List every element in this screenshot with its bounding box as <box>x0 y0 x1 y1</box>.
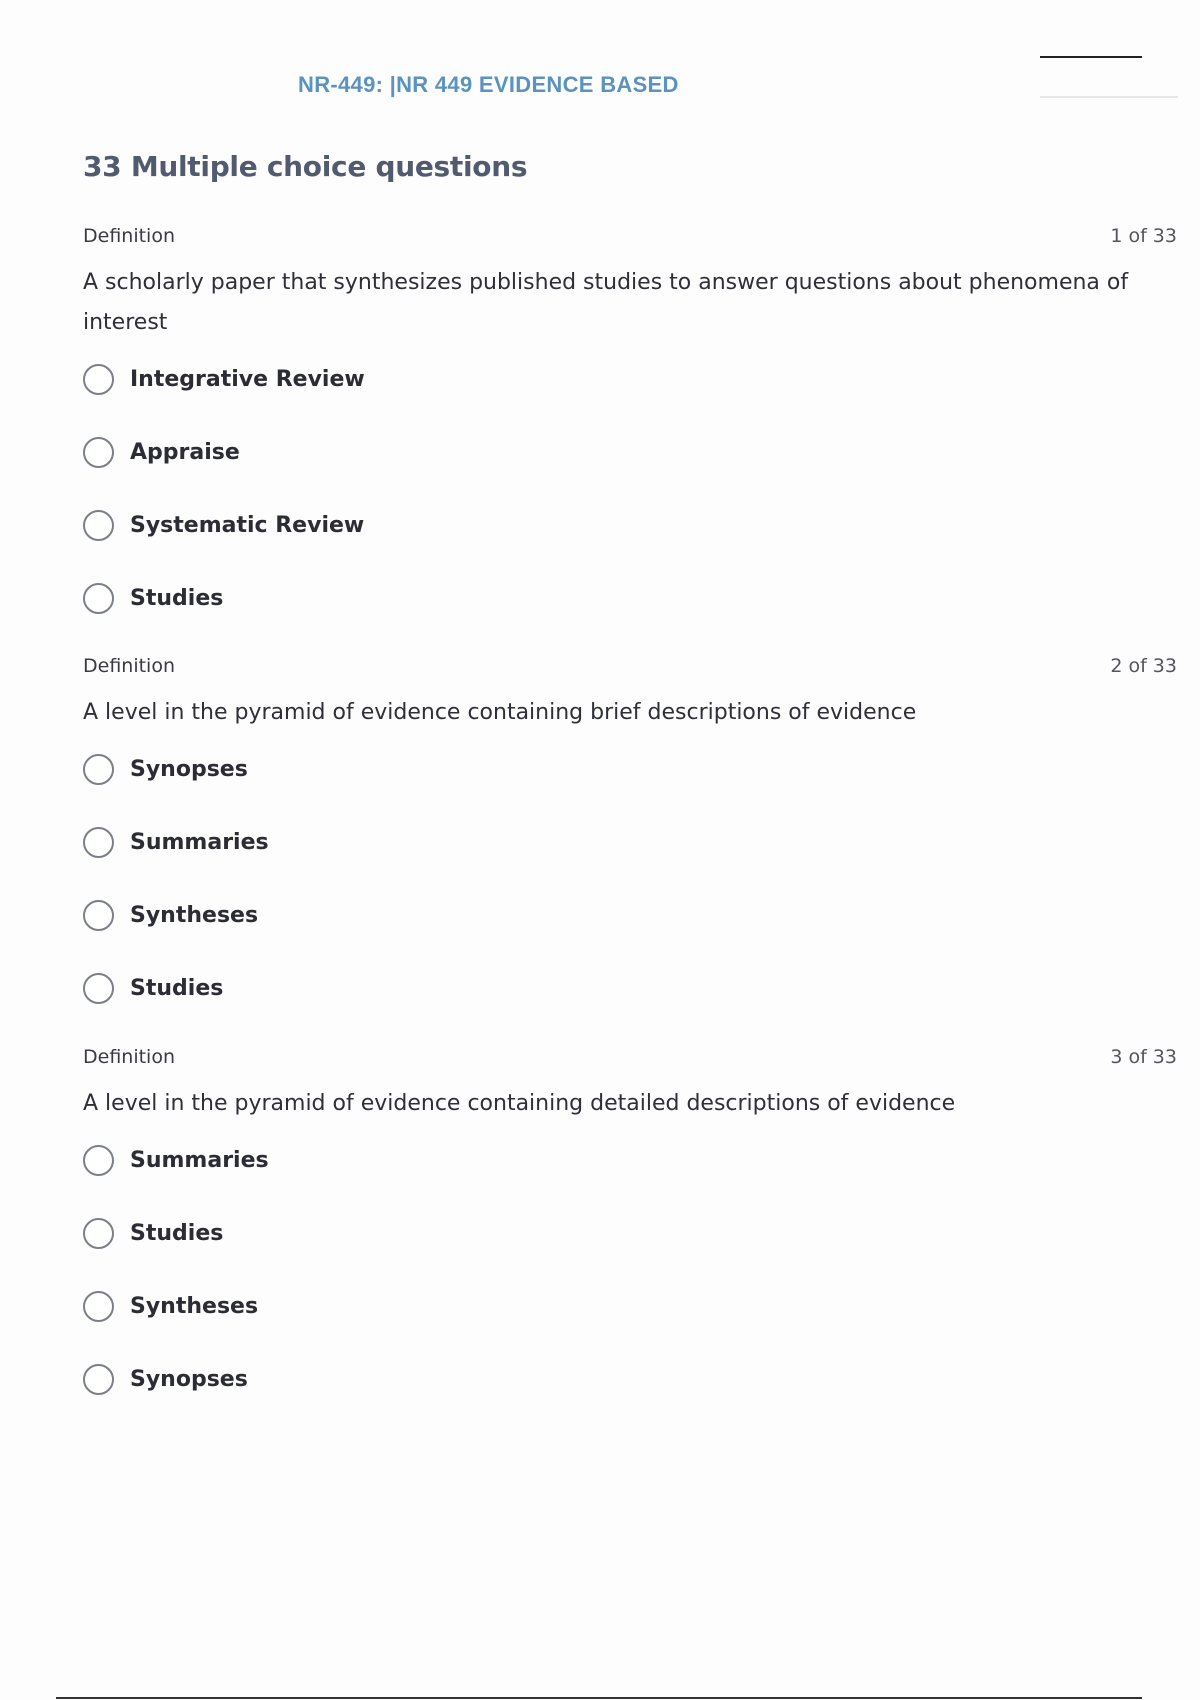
answer-option-label: Appraise <box>130 439 240 465</box>
radio-button[interactable] <box>83 1291 114 1322</box>
answer-option[interactable] <box>83 1215 1177 1251</box>
radio-button[interactable] <box>83 900 114 931</box>
question-card-2 <box>83 655 1177 1043</box>
answer-option[interactable] <box>83 824 1177 860</box>
question-card-3 <box>83 1046 1177 1434</box>
footer-divider <box>56 1697 1142 1699</box>
radio-button[interactable] <box>83 1364 114 1395</box>
question-prompt: A scholarly paper that synthesizes published studies to answer questions about phenomena of interest <box>83 270 1129 335</box>
answer-option-label: Synopses <box>130 1366 248 1392</box>
answer-options <box>83 751 1177 1006</box>
radio-button[interactable] <box>83 364 114 395</box>
answer-option-label: Studies <box>130 975 224 1001</box>
question-counter: 2 of 33 <box>1110 655 1177 677</box>
answer-option[interactable] <box>83 361 1177 397</box>
answer-options <box>83 1142 1177 1397</box>
question-card-1 <box>83 225 1177 653</box>
answer-option-label: Studies <box>130 1220 224 1246</box>
radio-button[interactable] <box>83 510 114 541</box>
answer-option-label: Syntheses <box>130 1293 259 1319</box>
answer-option[interactable] <box>83 970 1177 1006</box>
answer-option[interactable] <box>83 434 1177 470</box>
answer-option-label: Integrative Review <box>130 366 365 392</box>
question-prompt: A level in the pyramid of evidence containing brief descriptions of evidence <box>83 700 917 725</box>
page-title: 33 Multiple choice questions <box>83 150 528 183</box>
answer-option-label: Systematic Review <box>130 512 365 538</box>
answer-option-label: Synopses <box>130 756 248 782</box>
radio-button[interactable] <box>83 437 114 468</box>
question-type-label: Definition <box>83 225 176 247</box>
answer-option-label: Syntheses <box>130 902 259 928</box>
answer-options <box>83 361 1177 616</box>
answer-option[interactable] <box>83 751 1177 787</box>
question-type-label: Definition <box>83 1046 176 1068</box>
answer-option[interactable] <box>83 507 1177 543</box>
header-divider-bottom <box>1040 96 1178 98</box>
answer-option[interactable] <box>83 1288 1177 1324</box>
radio-button[interactable] <box>83 1145 114 1176</box>
document-header-title: NR-449: |NR 449 EVIDENCE BASED <box>298 72 679 97</box>
answer-option-label: Studies <box>130 585 224 611</box>
question-counter: 1 of 33 <box>1110 225 1177 247</box>
question-type-label: Definition <box>83 655 176 677</box>
answer-option-label: Summaries <box>130 1147 269 1173</box>
header-divider-top <box>1040 56 1142 58</box>
radio-button[interactable] <box>83 754 114 785</box>
radio-button[interactable] <box>83 583 114 614</box>
answer-option-label: Summaries <box>130 829 269 855</box>
question-prompt: A level in the pyramid of evidence containing detailed descriptions of evidence <box>83 1091 956 1116</box>
answer-option[interactable] <box>83 1361 1177 1397</box>
answer-option[interactable] <box>83 897 1177 933</box>
radio-button[interactable] <box>83 827 114 858</box>
radio-button[interactable] <box>83 973 114 1004</box>
answer-option[interactable] <box>83 580 1177 616</box>
question-counter: 3 of 33 <box>1110 1046 1177 1068</box>
radio-button[interactable] <box>83 1218 114 1249</box>
answer-option[interactable] <box>83 1142 1177 1178</box>
